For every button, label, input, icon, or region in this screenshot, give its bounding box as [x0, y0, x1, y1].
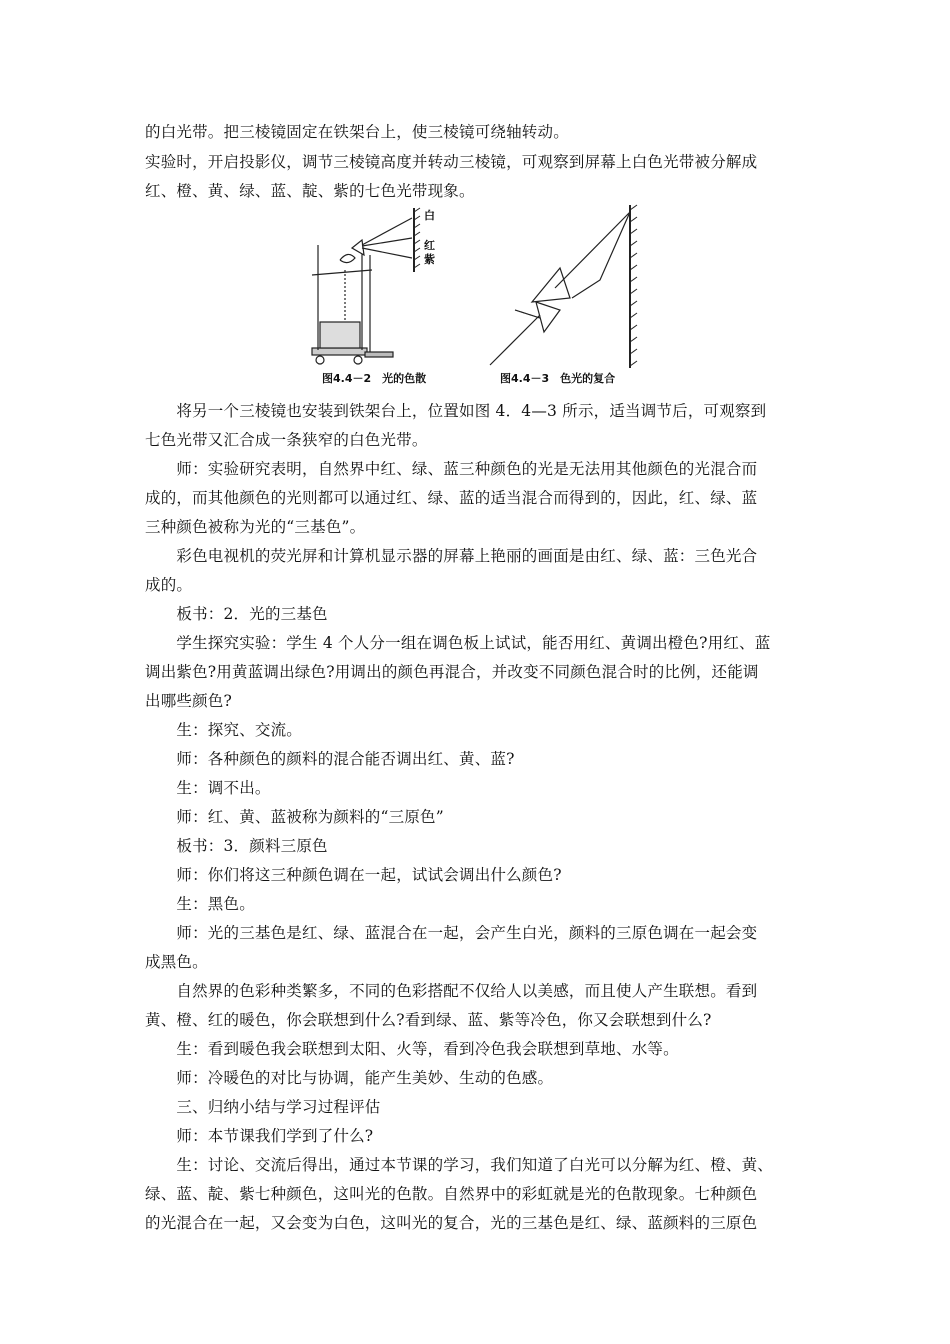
- paragraph-line: 生：看到暖色我会联想到太阳、火等，看到冷色我会联想到草地、水等。: [145, 1040, 679, 1058]
- paragraph-line: 的光混合在一起，又会变为白色，这叫光的复合，光的三基色是红、绿、蓝颜料的三原色: [145, 1214, 758, 1232]
- paragraph-line: 师：冷暖色的对比与协调，能产生美妙、生动的色感。: [145, 1069, 554, 1087]
- paragraph-line: 生：探究、交流。: [145, 721, 303, 739]
- paragraph-line: 黄、橙、红的暖色，你会联想到什么?看到绿、蓝、紫等冷色，你又会联想到什么?: [145, 1011, 712, 1029]
- paragraph-line: 生：调不出。: [145, 779, 271, 797]
- right-screen: [630, 205, 637, 368]
- paragraph-line: 的白光带。把三棱镜固定在铁架台上，使三棱镜可绕轴转动。: [145, 123, 569, 141]
- figure-drawing: [300, 200, 660, 395]
- paragraph-line: 成黑色。: [145, 953, 208, 971]
- paragraph-line: 三、归纳小结与学习过程评估: [145, 1098, 381, 1116]
- prism-recombination: [490, 212, 630, 365]
- paragraph-line: 师：实验研究表明，自然界中红、绿、蓝三种颜色的光是无法用其他颜色的光混合而: [145, 460, 758, 478]
- paragraph-line: 生：黑色。: [145, 895, 255, 913]
- paragraph-line: 调出紫色?用黄蓝调出绿色?用调出的颜色再混合，并改变不同颜色混合时的比例，还能调: [145, 663, 759, 681]
- paragraph-line: 学生探究实验：学生 4 个人分一组在调色板上试试，能否用红、黄调出橙色?用红、蓝: [145, 634, 771, 652]
- paragraph-line: 将另一个三棱镜也安装到铁架台上，位置如图 4．4—3 所示，适当调节后，可观察到: [145, 402, 767, 420]
- paragraph-line: 板书：3．颜料三原色: [145, 837, 328, 855]
- label-purple: 紫: [424, 253, 435, 266]
- figure-dispersion-and-recombination: [300, 200, 660, 395]
- paragraph-line: 七色光带又汇合成一条狭窄的白色光带。: [145, 431, 428, 449]
- label-red: 红: [424, 239, 435, 252]
- paragraph-line: 师：红、黄、蓝被称为颜料的“三原色”: [145, 808, 444, 826]
- caption-figure-4-4-2: 图4.4－2 光的色散: [322, 372, 427, 385]
- paragraph-line: 师：光的三基色是红、绿、蓝混合在一起，会产生白光，颜料的三原色调在一起会变: [145, 924, 758, 942]
- paragraph-line: 板书：2．光的三基色: [145, 605, 328, 623]
- left-screen: [414, 208, 420, 272]
- paragraph-line: 师：本节课我们学到了什么?: [145, 1127, 374, 1145]
- paragraph-line: 绿、蓝、靛、紫七种颜色，这叫光的色散。自然界中的彩虹就是光的色散现象。七种颜色: [145, 1185, 758, 1203]
- paragraph-line: 师：各种颜色的颜料的混合能否调出红、黄、蓝?: [145, 750, 515, 768]
- paragraph-line: 彩色电视机的荧光屏和计算机显示器的屏幕上艳丽的画面是由红、绿、蓝：三色光合: [145, 547, 758, 565]
- paragraph-line: 红、橙、黄、绿、蓝、靛、紫的七色光带现象。: [145, 182, 475, 200]
- paragraph-line: 实验时，开启投影仪，调节三棱镜高度并转动三棱镜，可观察到屏幕上白色光带被分解成: [145, 153, 758, 171]
- paragraph-line: 出哪些颜色?: [145, 692, 233, 710]
- paragraph-line: 自然界的色彩种类繁多，不同的色彩搭配不仅给人以美感，而且使人产生联想。看到: [145, 982, 758, 1000]
- paragraph-line: 师：你们将这三种颜色调在一起，试试会调出什么颜色?: [145, 866, 562, 884]
- caption-figure-4-4-3: 图4.4－3 色光的复合: [500, 372, 616, 385]
- paragraph-line: 生：讨论、交流后得出，通过本节课的学习，我们知道了白光可以分解为红、橙、黄、: [145, 1156, 774, 1174]
- iron-stand-apparatus: [312, 218, 412, 364]
- label-white: 白: [424, 209, 435, 222]
- paragraph-line: 成的。: [145, 576, 193, 594]
- paragraph-line: 三种颜色被称为光的“三基色”。: [145, 518, 366, 536]
- paragraph-line: 成的，而其他颜色的光则都可以通过红、绿、蓝的适当混合而得到的，因此，红、绿、蓝: [145, 489, 758, 507]
